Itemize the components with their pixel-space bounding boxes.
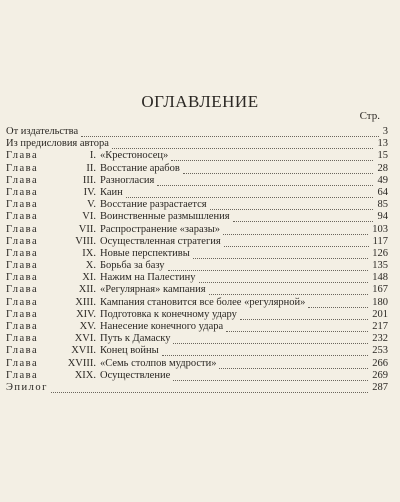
toc-dot-leader <box>183 172 373 174</box>
toc-chapter-number: I. <box>89 150 96 162</box>
toc-chapter-title: «Регулярная» кампания <box>100 284 206 296</box>
toc-dot-leader <box>51 391 368 393</box>
toc-lead: Глава <box>6 260 39 272</box>
toc-chapter-title: Разногласия <box>100 174 155 186</box>
toc-dot-leader <box>219 367 368 369</box>
toc-page-number: 217 <box>372 321 388 332</box>
toc-row <box>0 333 400 345</box>
toc-page-number: 148 <box>372 272 388 284</box>
toc-page-number: 117 <box>372 235 388 247</box>
toc-page-number: 64 <box>377 186 388 198</box>
toc-dot-leader <box>209 293 368 295</box>
toc-dot-leader <box>308 306 368 308</box>
toc-dot-leader <box>112 147 373 149</box>
toc-chapter-title: Нажим на Палестину <box>100 272 196 284</box>
toc-lead: Глава <box>6 186 39 198</box>
toc-page-number: 287 <box>372 381 388 393</box>
toc-row <box>0 284 400 296</box>
toc-page-number: 49 <box>377 174 388 186</box>
toc-chapter-number: II. <box>86 162 96 174</box>
toc-row <box>0 138 400 150</box>
toc-chapter-title: Кампания становится все более «регулярной» <box>100 296 306 308</box>
toc-lead: Глава <box>6 235 39 247</box>
toc-lead: Глава <box>6 247 39 259</box>
toc-chapter-number: VII. <box>78 223 96 235</box>
toc-row <box>0 126 400 138</box>
toc-lead: Глава <box>6 199 39 211</box>
toc-chapter-number: V. <box>87 199 96 211</box>
toc-chapter-number: XIV. <box>76 308 96 320</box>
toc-chapter-number: XIII. <box>75 296 96 308</box>
toc-page-number: 126 <box>372 247 388 259</box>
toc-dot-leader <box>193 257 368 259</box>
toc-chapter-number: XVI. <box>74 333 96 345</box>
toc-chapter-title: Осуществление <box>100 369 171 381</box>
toc-lead: Из предисловия автора <box>6 138 109 150</box>
toc-chapter-title: Борьба за базу <box>100 260 165 272</box>
toc-lead: Глава <box>6 296 39 308</box>
toc-row <box>0 163 400 175</box>
toc-chapter-title: Нанесение конечного удара <box>100 321 224 332</box>
toc-row <box>0 224 400 236</box>
toc-chapter-title: Путь к Дамаску <box>100 333 171 345</box>
toc-dot-leader <box>224 245 369 247</box>
toc-page-number: 103 <box>372 223 388 235</box>
toc-page-number: 15 <box>377 150 388 162</box>
toc-chapter-title: Подготовка к конечному удару <box>100 308 237 320</box>
toc-row <box>0 370 400 382</box>
toc-lead: Глава <box>6 357 39 369</box>
toc-page-number: 85 <box>377 199 388 211</box>
toc-lead: Глава <box>6 321 39 332</box>
toc-chapter-title: Осуществленная стратегия <box>100 235 221 247</box>
toc-chapter-title: Восстание разрастается <box>100 199 207 211</box>
toc-dot-leader <box>157 184 373 186</box>
toc-chapter-title: Новые перспективы <box>100 247 190 259</box>
toc-lead: Глава <box>6 345 39 357</box>
toc-dot-leader <box>171 159 373 161</box>
toc-chapter-number: XV. <box>79 321 96 332</box>
toc-chapter-title: Конец войны <box>100 345 159 357</box>
toc-page-number: 135 <box>372 260 388 272</box>
toc-page-number: 167 <box>372 284 388 296</box>
toc-lead: Глава <box>6 174 39 186</box>
toc-row <box>0 309 400 321</box>
toc-lead: Глава <box>6 272 39 284</box>
toc-lead: Глава <box>6 150 39 162</box>
toc-lead: Глава <box>6 211 39 223</box>
toc-chapter-number: XVIII. <box>67 357 96 369</box>
toc-lead: Глава <box>6 223 39 235</box>
toc-chapter-title: «Семь столпов мудрости» <box>100 357 217 369</box>
toc-lead: Глава <box>6 369 39 381</box>
toc-chapter-title: Восстание арабов <box>100 162 180 174</box>
toc-page-number: 253 <box>372 345 388 357</box>
toc-chapter-number: X. <box>85 260 96 272</box>
toc-chapter-number: IX. <box>82 247 96 259</box>
toc-page-number: 266 <box>372 357 388 369</box>
toc-dot-leader <box>210 208 373 210</box>
toc-row <box>0 175 400 187</box>
toc-lead: Глава <box>6 308 39 320</box>
toc-dot-leader <box>223 233 368 235</box>
toc-row <box>0 260 400 272</box>
toc-row <box>0 236 400 248</box>
toc-row <box>0 321 400 333</box>
toc-dot-leader <box>240 318 368 320</box>
toc-chapter-number: IV. <box>83 186 96 198</box>
toc-row <box>0 248 400 260</box>
toc-lead: Глава <box>6 162 39 174</box>
toc-chapter-title: Каин <box>100 186 123 198</box>
toc-row <box>0 211 400 223</box>
toc-chapter-title: «Крестоносец» <box>100 150 169 162</box>
toc-chapter-title: Воинственные размышления <box>100 211 230 223</box>
toc-row <box>0 297 400 309</box>
toc-dot-leader <box>173 379 368 381</box>
toc-chapter-number: XVII. <box>71 345 96 357</box>
toc-page-number: 269 <box>372 369 388 381</box>
toc-page-number: 180 <box>372 296 388 308</box>
toc-chapter-number: VIII. <box>75 235 96 247</box>
toc-row <box>0 150 400 162</box>
toc-row <box>0 187 400 199</box>
toc-dot-leader <box>168 269 368 271</box>
toc-page-number: 201 <box>372 308 388 320</box>
toc-row <box>0 358 400 370</box>
toc-dot-leader <box>126 196 373 198</box>
toc-row <box>0 382 400 394</box>
toc-row <box>0 272 400 284</box>
toc-row <box>0 199 400 211</box>
toc-chapter-number: XII. <box>78 284 96 296</box>
toc-page-number: 94 <box>377 211 388 223</box>
toc-lead: Глава <box>6 284 39 296</box>
table-of-contents <box>0 126 400 394</box>
toc-dot-leader <box>162 354 368 356</box>
toc-dot-leader <box>199 281 368 283</box>
toc-lead: Эпилог <box>6 381 48 393</box>
toc-title: ОГЛАВЛЕНИЕ <box>141 92 259 111</box>
toc-page-number: 28 <box>377 162 388 174</box>
toc-dot-leader <box>233 220 373 222</box>
toc-lead: От издательства <box>6 126 79 137</box>
toc-page-number: 3 <box>382 126 388 137</box>
toc-page-number: 232 <box>372 333 388 345</box>
toc-dot-leader <box>81 135 379 137</box>
toc-dot-leader <box>173 342 368 344</box>
toc-lead: Глава <box>6 333 39 345</box>
toc-page-number: 13 <box>377 138 388 150</box>
toc-chapter-number: VI. <box>82 211 96 223</box>
page-column-header: Стр. <box>359 110 380 122</box>
toc-chapter-number: XI. <box>82 272 96 284</box>
toc-chapter-title: Распространение «заразы» <box>100 223 221 235</box>
toc-chapter-number: XIX. <box>74 369 96 381</box>
toc-row <box>0 345 400 357</box>
toc-chapter-number: III. <box>82 174 96 186</box>
toc-dot-leader <box>226 330 368 332</box>
